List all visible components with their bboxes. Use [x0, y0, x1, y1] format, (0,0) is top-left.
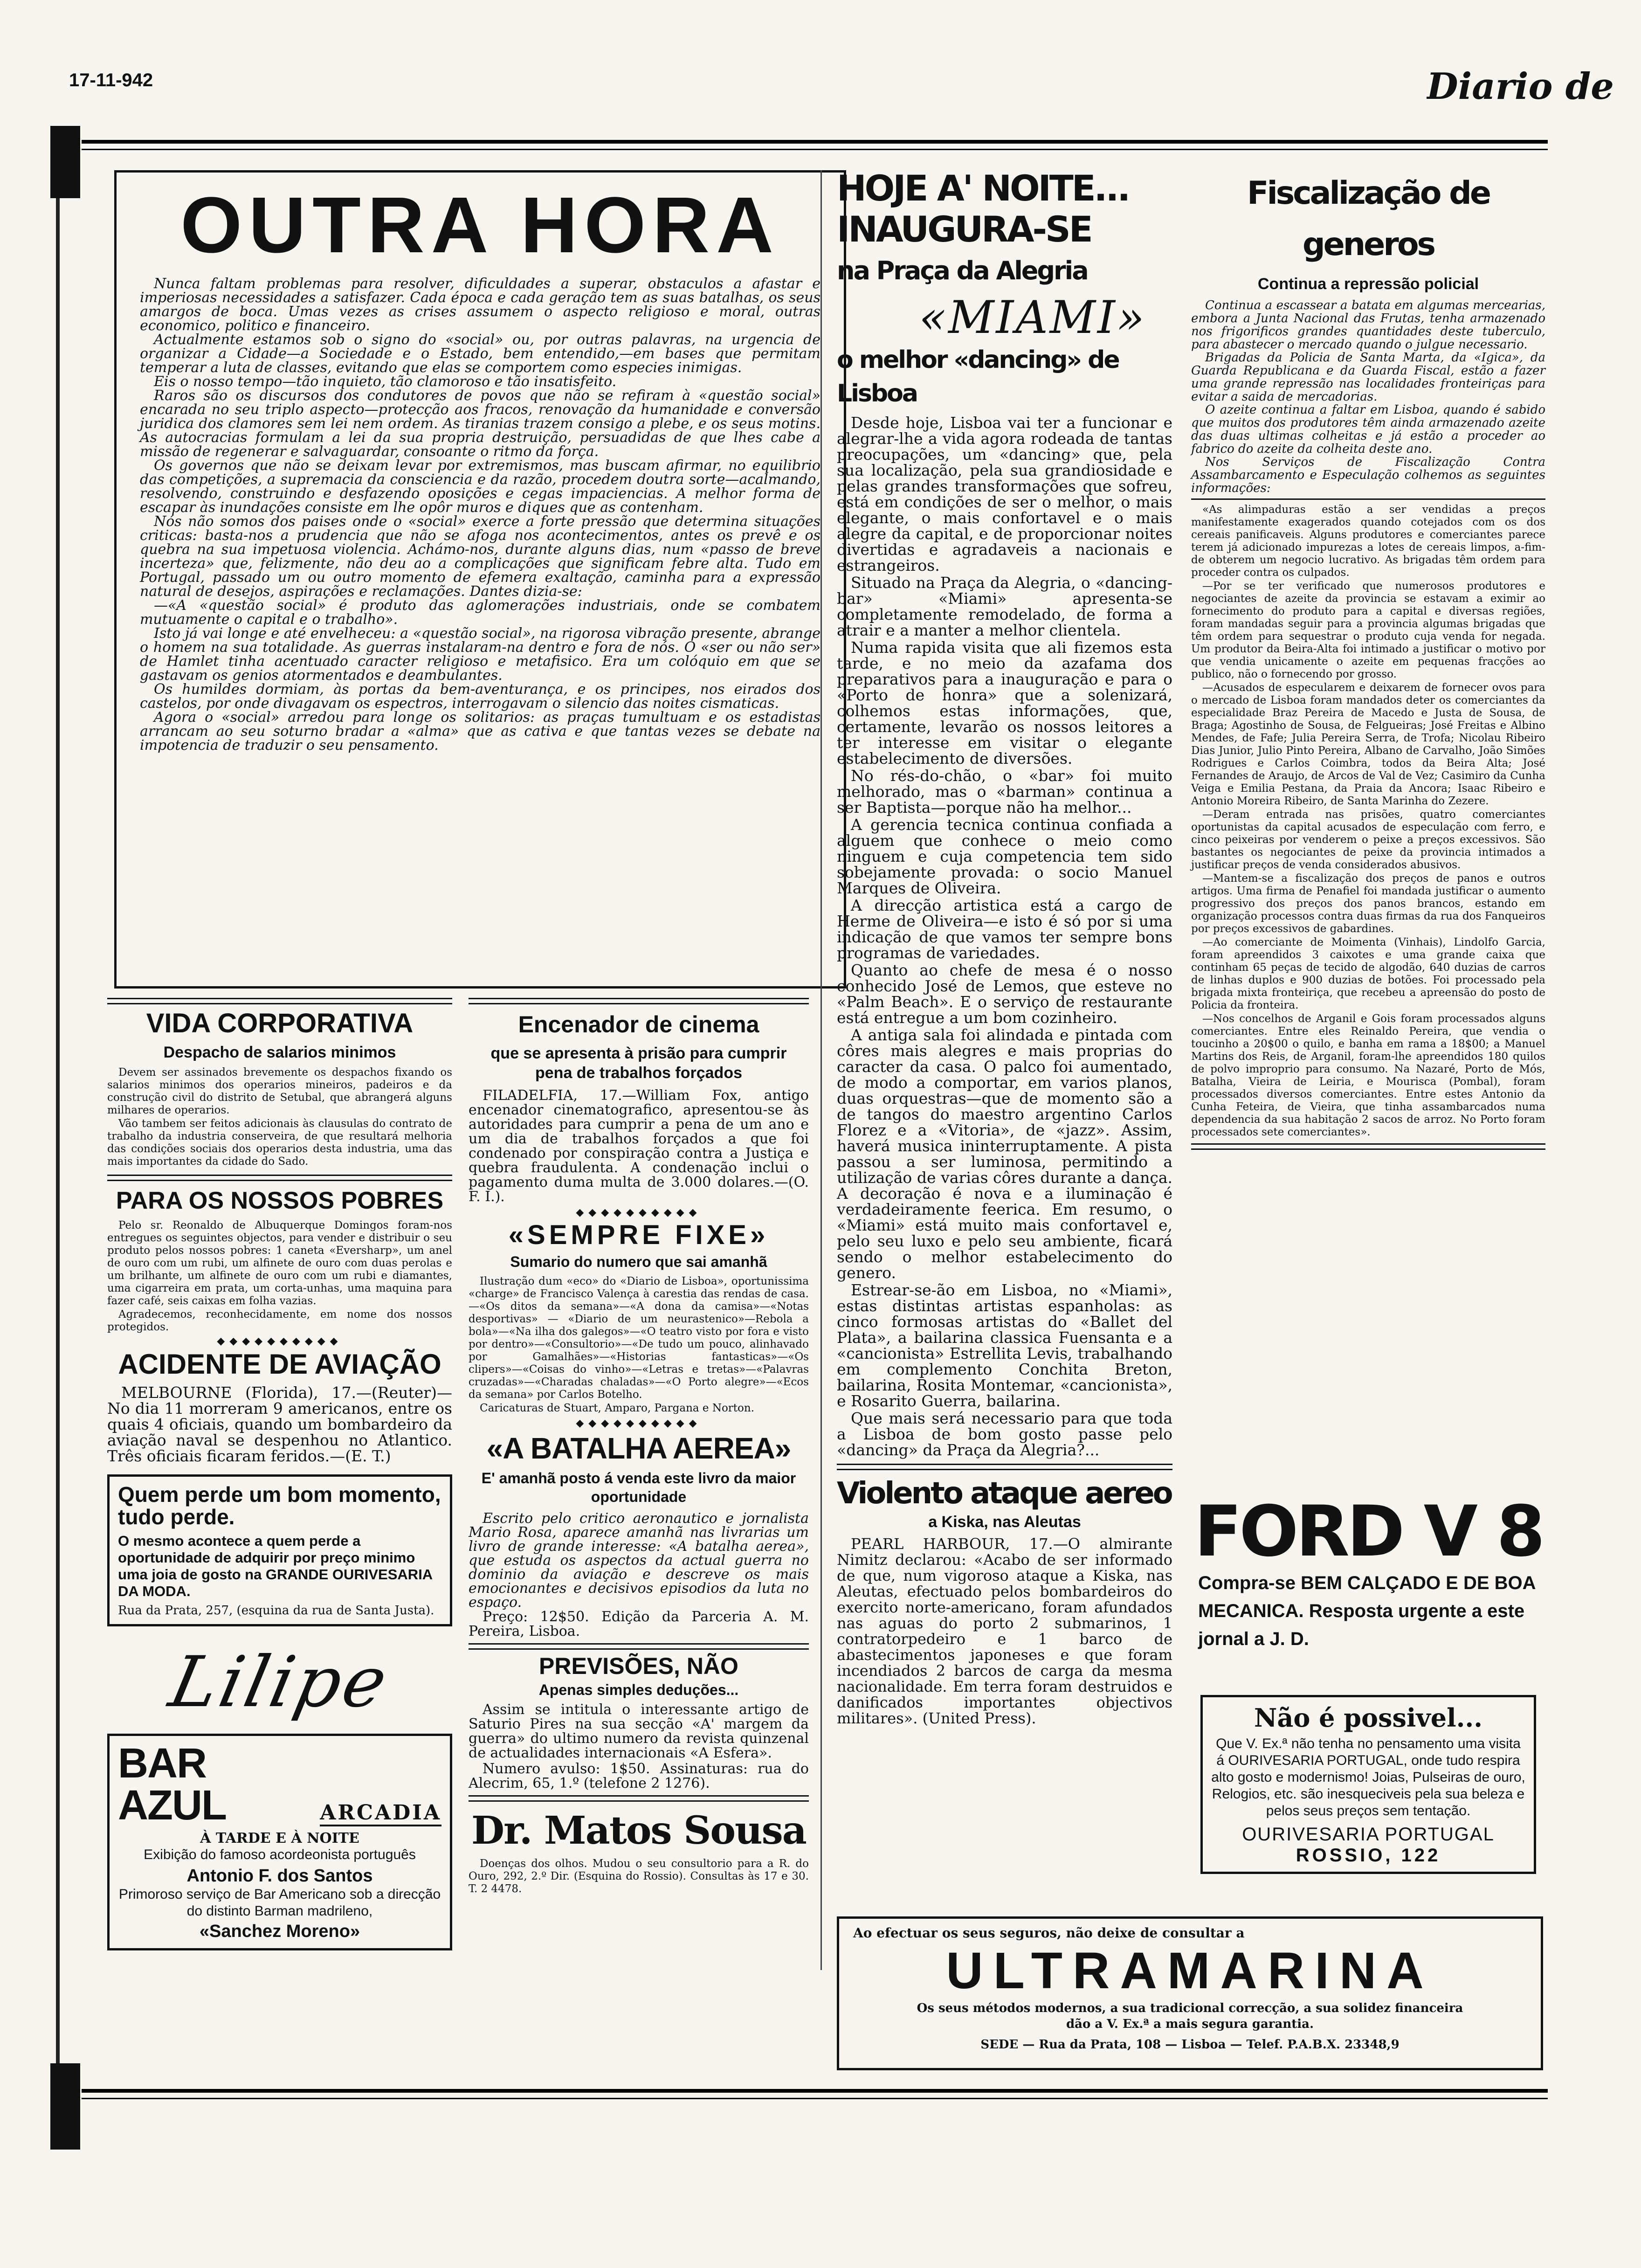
divider — [469, 998, 809, 1004]
miami-p3: Numa rapida visita que ali fizemos esta tarde, e no meio da azafama dos preparativos para a inauguração e para o «Porto de honra» que a solenizará, colhemos estas informações, que, certamente, levarão os nossos leitores a ter interesse em visitar o elegante estabelecimento de diversões. — [837, 638, 1172, 768]
outra-hora-p6: Nós não somos dos paises onde o «social» exerce a forte pressão que determina situações criticas: basta-nos a prudencia que não se afoga nos acontecimentos, antes os prevê e os quebra na sua impetuosa violencia. Achámo-nos, durante alguns dias, num «passo de breve incerteza» que, felizmente, não deu ao a complicações que significam febre alta. Tudo em Portugal, passado um ou outro momento de efemera exaltação, caminha para a expressão natural de desejos, aspirações e reclamações. Dantes dizia-se: — [140, 513, 820, 600]
bar-azul-line3: Primoroso serviço de Bar Americano sob a direcção do distinto Barman madrileno, — [118, 1887, 441, 1919]
sempre-fixe-title: «SEMPRE FIXE» — [508, 1220, 769, 1250]
fiscalizacao-p5: «As alimpaduras estão a ser vendidas a preços manifestamente exagerados quando cotejados com os dos cereais panificaveis. Alguns produtores e comerciantes parece terem já adicionado impurezas a lotes de cereais limpos, a-fim-de obterem um negocio lucrativo. As brigadas têm ordem para proceder contra os culpados. — [1191, 504, 1545, 579]
pobres-p2: Agradecemos, reconhecidamente, em nome dos nossos protegidos. — [107, 1308, 452, 1333]
column-rule — [820, 170, 822, 1970]
ataque-title: Violento ataque aereo — [837, 1476, 1172, 1511]
outra-hora-box — [114, 170, 846, 989]
miami-p8: A antiga sala foi alindada e pintada com côres mais alegres e mais proprias do caracter da casa. O palco foi aumentado, de modo a comportar, em varios planos, duas orquestras—que de momento são a de tangos do maestro argentino Carlos Florez e a «Vitoria», de «jazz». Assim, haverá musica ininterruptamente. A pista passou a ser luminosa, permitindo a utilização de varias côres durante a dança. A decoração é nova e a iluminação é verdadeiramente feerica. Em resumo, o «Miami» está muito mais confortavel e, pelo seu luxo e pelo seu ambiente, ficará sendo o melhor estabelecimento do genero. — [837, 1026, 1172, 1282]
fiscalizacao-p10: —Ao comerciante de Moimenta (Vinhais), Lindolfo Garcia, foram apreendidos 3 caixotes e uma grande caixa que continham 65 peças de tecido de algodão, 640 duzias de carros de linhas duplos e 900 duzias de botões. Foi processado pela brigada mixta fronteiriça, que recebeu a apreensão do posto de Policia da fronteira. — [1191, 936, 1545, 1011]
fiscalizacao-p9: —Mantem-se a fiscalização dos preços de panos e outros artigos. Uma firma de Penafiel foi mandada justificar o aumento progressivo dos preços dos panos brancos, estando em organização processos contra duas firmas da rua dos Fanqueiros por preços excessivos de gabardines. — [1191, 872, 1545, 935]
encenador-p1: FILADELFIA, 17.—William Fox, antigo encenador cinematografico, apresentou-se às autoridades para cumprir a pena de um ano e um dia de trabalhos forçados a que foi condenado por conspiração contra a Justiça e quebra fraudulenta. A condenação inclui o pagamento duma multa de 3.000 dolares.—(O. F. I.). — [469, 1087, 809, 1205]
fiscalizacao-p6: —Por se ter verificado que numerosos produtores e negociantes de azeite da provincia se estavam a eximir ao fornecimento do produto para a capital e diversas regiões, foram mandadas seguir para a provincia algumas brigadas que têm ordem para sequestrar o produto cuja venda for negada. Um produtor da Beira-Alta foi intimado a justificar o motivo por que vendia unicamente o azeite em pequenas fracções ao publico, não o fornecendo por grosso. — [1191, 580, 1545, 680]
bar-azul-barman: «Sanchez Moreno» — [199, 1922, 360, 1941]
left-margin-bar — [50, 126, 80, 198]
outra-hora-p7: —«A «questão social» é produto das aglomerações industriais, onde se combatem mutuamente o capital e o trabalho». — [140, 597, 820, 628]
miami-kicker3: na Praça da Alegria — [837, 256, 1088, 285]
previsoes-subtitle: Apenas simples deduções... — [538, 1681, 739, 1698]
miami-kicker1: HOJE A' NOITE... — [837, 167, 1129, 209]
outra-hora-p1: Nunca faltam problemas para resolver, dificuldades a superar, obstaculos a afastar e imperiosas necessidades a satisfazer. Cada época e cada geração tem as suas batalhas, os seus amargos de boca. Umas vezes as crises assumem o aspecto religioso e moral, outras economico, politico e financeiro. — [140, 276, 820, 334]
quem-perde-address: Rua da Prata, 257, (esquina da rua de Santa Justa). — [118, 1604, 434, 1618]
top-rule — [82, 140, 1548, 150]
matos-sousa-p1: Doenças dos olhos. Mudou o seu consultorio para a R. do Ouro, 292, 2.º Dir. (Esquina do Rossio). Consultas às 17 e 30. T. 2 4478. — [469, 1858, 809, 1895]
fiscalizacao-title: Fiscalização de generos — [1247, 175, 1489, 263]
column-middle — [469, 998, 809, 1896]
acidente-title: ACIDENTE DE AVIAÇÃO — [118, 1348, 441, 1380]
previsoes-p1: Assim se intitula o interessante artigo de Saturio Pires na sua secção «A' margem da guerra» do ultimo numero da revista quinzenal de actualidades internacionais «A Esfera». — [469, 1701, 809, 1761]
possivel-shop: OURIVESARIA PORTUGAL — [1242, 1824, 1495, 1845]
outra-hora-p2: Actualmente estamos sob o signo do «social» ou, por outras palavras, na urgencia de organizar a Cidade—a Sociedade e o Estado, bem entendido,—em bases que permitam temperar a luta de classes, evitando que elas se comportem como especies inimigas. — [140, 332, 820, 376]
ford-title: FORD V 8 — [1194, 1491, 1543, 1572]
divider — [1191, 1143, 1545, 1150]
column-right — [1191, 168, 1545, 1150]
batalha-title: «A BATALHA AEREA» — [486, 1431, 791, 1465]
possivel-address: ROSSIO, 122 — [1296, 1845, 1441, 1866]
bar-azul-name: BAR AZUL — [118, 1740, 226, 1829]
possivel-title: Não é possivel... — [1254, 1703, 1483, 1733]
fiscalizacao-p4: Nos Serviços de Fiscalização Contra Assambarcamento e Especulação colhemos as seguintes informações: — [1191, 455, 1545, 495]
ultramarina-line2: dão a V. Ex.ª a mais segura garantia. — [1066, 2017, 1314, 2031]
page-date: 17-11-942 — [69, 70, 153, 90]
miami-p2: Situado na Praça da Alegria, o «dancing-bar» «Miami» apresenta-se completamente remodelado, de forma a atrair e a manter a melhor clientela. — [837, 574, 1172, 639]
outra-hora-p4: Raros são os discursos dos condutores de povos que não se refiram à «questão social» encarada no seu triplo aspecto—protecção aos fracos, renovação da humanidade e conversão juridica dos clamores sem lei nem ordem. As tiranias trazem consigo a plebe, e os seus motins. As autocracias formulam a lei da sua propria destruição, persuadidas de que lhes cabe a missão de regenerar e salvaguardar, consoante o ritmo da força. — [140, 387, 820, 460]
ataque-p1: PEARL HARBOUR, 17.—O almirante Nimitz declarou: «Acabo de ser informado de que, num vigoroso ataque a Kiska, nas Aleutas, efectuado pelos bombardeiros do exercito norte-americano, foram afundados nas aguas do porto 2 submarinos, 1 contratorpedeiro e 1 barco de abastecimentos japoneses e que foram incendiados 2 barcos de carga da mesma nacionalidade. Em terra foram destruidos e danificados importantes objectivos militares». (United Press). — [837, 1535, 1172, 1727]
ultramarina-ad — [837, 1916, 1543, 2070]
batalha-subtitle: E' amanhã posto á venda este livro da maior oportunidade — [481, 1470, 796, 1505]
fiscalizacao-p8: —Deram entrada nas prisões, quatro comerciantes oportunistas da capital acusados de especulação com ferro, e cinco peixeiras por venderem o peixe a preços excessivos. São bastantes os negociantes de peixe da provincia intimados a justificar preços de venda considerados abusivos. — [1191, 809, 1545, 871]
divider — [107, 998, 452, 1004]
miami-title: «MIAMI» — [919, 291, 1146, 344]
signature: Lilipe — [163, 1642, 397, 1723]
pobres-p1: Pelo sr. Reonaldo de Albuquerque Domingos foram-nos entregues os seguintes objectos, para vender e distribuir o seu produto pelos nossos pobres: 1 caneta «Eversharp», um anel de ouro com um rubi, um alfinete de ouro com duas perolas e um brilhante, um alfinete de ouro com um rubi e diamantes, uma cigarreira em prata, um corta-unhas, uma maquina para fazer café, seis caixas em folha vazias. — [107, 1219, 452, 1307]
dots-divider: ◆◆◆◆◆◆◆◆◆◆ — [576, 1207, 702, 1218]
outra-hora-p3: Eis o nosso tempo—tão inquieto, tão clamoroso e tão insatisfeito. — [154, 373, 617, 390]
quem-perde-title: Quem perde um bom momento, tudo perde. — [118, 1482, 441, 1529]
batalha-p2: Preço: 12$50. Edição da Parceria A. M. Pereira, Lisboa. — [469, 1609, 809, 1639]
outra-hora-p5: Os governos que não se deixam levar por extremismos, mas buscam afirmar, no equilibrio das competições, a supremacia da consciencia e da razão, procedem doutra sorte—acalmando, resolvendo, construindo e desfazendo oposições e cegas impaciencias. A melhor forma de escapar às inundações consiste em lhe opôr muros e diques que as contenham. — [140, 457, 820, 516]
encenador-subtitle: que se apresenta à prisão para cumprir pena de trabalhos forçados — [490, 1044, 787, 1082]
bar-azul-box — [107, 1734, 452, 1950]
ultramarina-line1: Os seus métodos modernos, a sua tradicional correcção, a sua solidez financeira — [917, 2001, 1463, 2015]
outra-hora-p8: Isto já vai longe e até envelheceu: a «questão social», na rigorosa vibração presente, abrange o homem na sua totalidade. As guerras instalaram-na dentro e fora de nós. O «ser ou não ser» de Hamlet tinha acentuado caracter religioso e metafisico. Era um colóquio em que se gastavam os genios atormentados e deambulantes. — [140, 625, 820, 684]
bar-azul-line2: Exibição do famoso acordeonista português — [144, 1847, 416, 1862]
miami-p1: Desde hoje, Lisboa vai ter a funcionar e alegrar-lhe a vida agora rodeada de tantas preocupações, um «dancing» que, pela sua localização, pela sua grandiosidade e pelas grandes transformações que sofreu, está em condições de ser o melhor, o mais elegante, o mais confortavel e o mais alegre da capital, e de proporcionar noites divertidas e agradaveis a nacionais e estrangeiros. — [837, 414, 1172, 574]
fiscalizacao-p2: Brigadas da Policia de Santa Marta, da «Igica», da Guarda Republicana e da Guarda Fiscal, estão a fazer uma grande repressão nas localidades fronteiriças para evitar a saida de mercadorias. — [1191, 351, 1545, 404]
ford-ad — [1193, 1491, 1543, 1653]
dots-divider: ◆◆◆◆◆◆◆◆◆◆ — [217, 1335, 343, 1347]
previsoes-title: PREVISÕES, NÃO — [539, 1653, 738, 1679]
fiscalizacao-p11: —Nos concelhos de Arganil e Gois foram processados alguns comerciantes. Entre eles Reinaldo Pereira, que vendia o toucinho a 20$00 o quilo, e banha em rama a 18$00; a Manuel Martins dos Reis, de Arganil, foram-lhe apreendidos 180 quilos de polvo improprio para consumo. Na Nazaré, Porto de Mós, Batalha, Vieira de Leiria, e Mourisca (Pombal), foram processados diversos comerciantes. Entre estes Antonio da Cunha Feteira, de Vieira, que tinha assambarcados numa dependencia da sua habitação 2 sacos de arroz. No Porto foram processados sete comerciantes». — [1191, 1013, 1545, 1138]
matos-sousa-title: Dr. Matos Sousa — [471, 1808, 806, 1853]
left-margin-line — [56, 198, 60, 2063]
miami-p9: Estrear-se-ão em Lisboa, no «Miami», estas distintas artistas espanholas: as cinco formosas artistas do «Ballet del Plata», a bailarina classica Fuensanta e a «cancionista» Estrellita Levis, trabalhando em complemento Conchita Breton, bailarina, Rosita Montemar, «cancionista», e Rosarito Guerra, bailarina. — [837, 1281, 1172, 1410]
sempre-fixe-p1: Ilustração dum «eco» do «Diario de Lisboa», oportunissima «charge» de Francisco Valença à carestia das rendas de casa.—«Os ditos da semana»—«A dona da camisa»—«Notas desportivas» — «Diario de um neurastenico»—Rebola a bola»—«Na ilha dos galegos»—«O teatro visto por fora e visto por dentro»—«Consultorio»—«De tudo um pouco, alinhavado por Gamalhães»—«Historias fantasticas»—«Os clipers»—«Coisas do vinho»—«Letras e tretas»—«Palavras cruzadas»—«Charadas chaladas»—«O Porto alegre»—«Ecos da semana» por Carlos Botelho. — [469, 1275, 809, 1401]
encenador-title: Encenador de cinema — [518, 1011, 759, 1037]
pobres-title: PARA OS NOSSOS POBRES — [116, 1187, 444, 1214]
sempre-fixe-p2: Caricaturas de Stuart, Amparo, Pargana e Norton. — [480, 1402, 755, 1414]
miami-subtitle: o melhor «dancing» de Lisboa — [837, 346, 1119, 408]
divider — [837, 1464, 1172, 1470]
bar-azul-arcadia: ARCADIA — [320, 1801, 441, 1826]
ataque-subtitle: a Kiska, nas Aleutas — [928, 1513, 1081, 1531]
quem-perde-body: O mesmo acontece a quem perde a oportunidade de adquirir por preço minimo uma joia de gosto na GRANDE OURIVESARIA DA MODA. — [118, 1533, 433, 1599]
miami-p6: A direcção artistica está a cargo de Herme de Oliveira—e isto é só por si uma indicação de que vamos ter sempre bons programas de variedades. — [837, 896, 1172, 962]
fiscalizacao-p1: Continua a escassear a batata em algumas mercearias, embora a Junta Nacional das Frutas, tenha armazenado nos frigorificos grandes quantidades deste tuberculo, para abastecer o mercado quando o julgue necessario. — [1191, 298, 1545, 352]
fiscalizacao-subtitle: Continua a repressão policial — [1257, 275, 1479, 293]
ultramarina-top: Ao efectuar os seus seguros, não deixe de consultar a — [853, 1925, 1245, 1941]
outra-hora-title: OUTRA HORA — [180, 181, 780, 270]
miami-p10: Que mais será necessario para que toda a Lisboa de bom gosto passe pelo «dancing» da Praça da Alegria?... — [837, 1409, 1172, 1459]
miami-p7: Quanto ao chefe de mesa é o nosso conhecido José de Lemos, que esteve no «Palm Beach». E o serviço de restaurante está entregue a um bom cozinheiro. — [837, 961, 1172, 1027]
outra-hora-p9: Os humildes dormiam, às portas da bem-aventurança, e os principes, nos eirados dos castelos, por onde divagavam os espectros, interrogavam o silencio das noites cismaticas. — [140, 681, 820, 712]
miami-kicker2: INAUGURA-SE — [837, 208, 1091, 250]
bar-azul-performer: Antonio F. dos Santos — [186, 1866, 373, 1886]
ultramarina-name: ULTRAMARINA — [946, 1942, 1434, 1999]
possivel-body: Que V. Ex.ª não tenha no pensamento uma visita á OURIVESARIA PORTUGAL, onde tudo respira alto gosto e modernismo! Joias, Pulseiras de ouro, Relogios, etc. são inesqueciveis pela sua beleza e pelos seus preços sem tentação. — [1211, 1736, 1525, 1819]
left-margin-bar-bottom — [50, 2063, 80, 2150]
fiscalizacao-p7: —Acusados de especularem e deixarem de fornecer ovos para o mercado de Lisboa foram mandados deter os comerciantes da especialidade Braz Pereira de Macedo e Justa de Sousa, de Braga; Agostinho de Sousa, de Felgueiras; José Freitas e Albino Mendes, de Fafe; Julia Pereira Serra, de Trofa; Nicolau Ribeiro Dias Junior, Julio Pinto Pereira, Albano de Carvalho, João Simões Rodrigues e Carlos Coimbra, todos da Beira Alta; José Fernandes de Araujo, de Arcos de Val de Vez; Casimiro da Cunha Veiga e Emilia Pestana, da Praia da Ancora; Isaac Ribeiro e Antonio Moreira Ribeiro, de Santa Marinha do Zezere. — [1191, 682, 1545, 807]
divider — [1191, 498, 1545, 500]
sempre-fixe-subtitle: Sumario do numero que sai amanhã — [510, 1253, 767, 1270]
batalha-p1: Escrito pelo critico aeronautico e jornalista Mario Rosa, aparece amanhã nas livrarias um livro de grande interesse: «A batalha aerea», que estuda os aspectos da actual guerra no dominio da aviação e descreve os mais emocionantes e decisivos episodios da luta no espaço. — [469, 1510, 809, 1611]
vida-corporativa-title: VIDA CORPORATIVA — [146, 1008, 414, 1038]
divider — [469, 1795, 809, 1802]
quem-perde-box — [107, 1474, 452, 1626]
column-miami — [837, 168, 1172, 1728]
miami-p4: No rés-do-chão, o «bar» foi muito melhorado, mas o «barman» continua a ser Baptista—porque não ha melhor... — [837, 767, 1172, 816]
possivel-ad — [1200, 1695, 1536, 1874]
bottom-rule — [82, 2089, 1548, 2099]
fiscalizacao-p3: O azeite continua a faltar em Lisboa, quando é sabido que muitos dos produtores têm ainda armazenado azeite das duas ultimas colheitas e já estão a proceder ao fabrico do azeite da colheita deste ano. — [1191, 403, 1545, 456]
dots-divider: ◆◆◆◆◆◆◆◆◆◆ — [576, 1418, 702, 1429]
outra-hora-p10: Agora o «social» arredou para longe os solitarios: as praças tumultuam e os estadistas arrancam ao seu soturno bradar a «alma» que as cativa e que tantas vezes se debate na impotencia de traduzir o seu pensamento. — [140, 709, 820, 754]
ford-body: Compra-se BEM CALÇADO E DE BOA MECANICA. Resposta urgente a este jornal a J. D. — [1198, 1573, 1536, 1649]
column-left — [107, 998, 452, 1950]
divider — [469, 1643, 809, 1650]
acidente-p1: MELBOURNE (Florida), 17.—(Reuter)—No dia 11 morreram 9 americanos, entre os quais 4 oficiais, quando um bombardeiro da aviação naval se despenhou no Atlantico. Três oficiais ficaram feridos.—(E. T.) — [107, 1383, 452, 1465]
previsoes-p2: Numero avulso: 1$50. Assinaturas: rua do Alecrim, 65, 1.º (telefone 2 1276). — [469, 1761, 809, 1791]
masthead: Diario de — [1427, 65, 1614, 108]
vida-corporativa-subtitle: Despacho de salarios minimos — [163, 1044, 396, 1061]
miami-p5: A gerencia tecnica continua confiada a alguem que conhece o meio como ninguem e cuja competencia tem sido sobejamente provada: o socio Manuel Marques de Oliveira. — [837, 816, 1172, 897]
vida-corporativa-p1: Devem ser assinados brevemente os despachos fixando os salarios minimos dos operarios mineiros, padeiros e da construção civil do distrito de Setubal, que abrangerá alguns milhares de operarios. — [107, 1066, 452, 1116]
vida-corporativa-p2: Vão tambem ser feitos adicionais às clausulas do contrato de trabalho da industria conserveira, de que resultará melhoria das condições sociais dos operarios desta industria, uma das mais importantes da cidade do Sado. — [107, 1118, 452, 1168]
divider — [107, 1175, 452, 1181]
ultramarina-footer: SEDE — Rua da Prata, 108 — Lisboa — Telef. P.A.B.X. 23348,9 — [980, 2038, 1400, 2052]
bar-azul-line1: À TARDE E À NOITE — [200, 1830, 359, 1846]
